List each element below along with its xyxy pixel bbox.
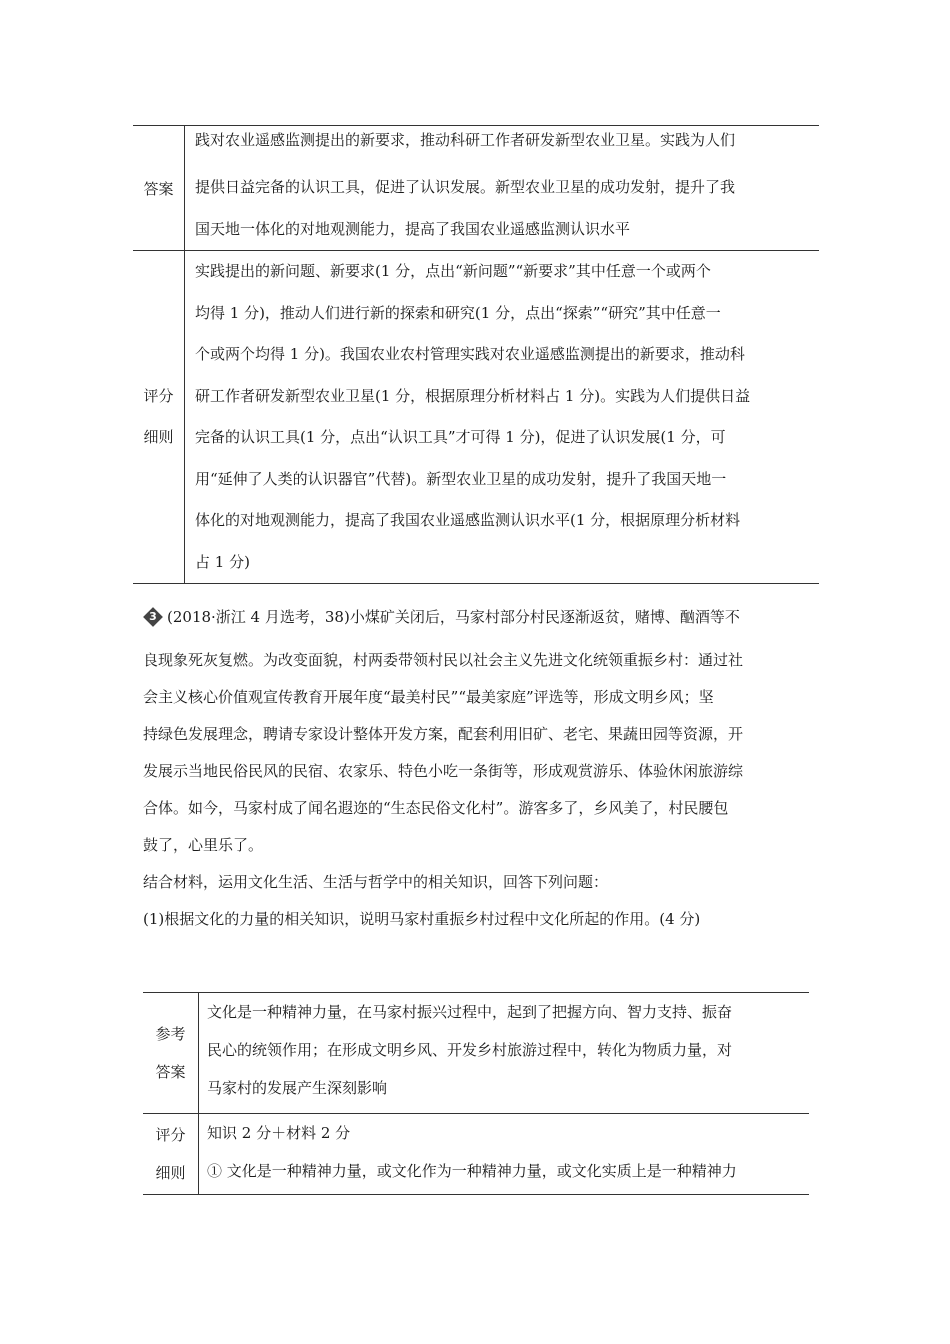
text-line: 良现象死灰复燃。为改变面貌，村两委带领村民以社会主义先进文化统领重振乡村：通过社 <box>143 651 744 669</box>
sub-question-1: (1)根据文化的力量的相关知识，说明马家村重振乡村过程中文化所起的作用。(4 分) <box>143 910 701 928</box>
question-material <box>143 642 813 938</box>
text-line: 鼓了，心里乐了。 <box>143 836 264 854</box>
reference-answer-row <box>143 993 809 1114</box>
scoring-label-line: 评分 <box>155 1126 186 1144</box>
text-line: 用“延伸了人类的认识器官”代替)。新型农业卫星的成功发射，提升了我国天地一 <box>195 469 727 488</box>
text-line: ① 文化是一种精神力量，或文化作为一种精神力量，或文化实质上是一种精神力 <box>207 1162 737 1180</box>
text-line: 知识 2 分＋材料 2 分 <box>207 1124 351 1142</box>
scoring-row <box>133 251 819 584</box>
answer-row <box>133 126 819 251</box>
scoring-label-line: 细则 <box>155 1164 186 1182</box>
answer-table-2 <box>143 992 809 1195</box>
instruction-text: 结合材料，运用文化生活、生活与哲学中的相关知识，回答下列问题： <box>143 873 609 891</box>
text-line: 个或两个均得 1 分)。我国农业农村管理实践对农业遥感监测提出的新要求，推动科 <box>195 345 745 363</box>
text-line: 合体。如今，马家村成了闻名遐迩的“生态民俗文化村”。游客多了，乡风美了，村民腰包 <box>143 799 729 817</box>
answer-label-cell <box>133 126 185 251</box>
text-line: 均得 1 分)，推动人们进行新的探索和研究(1 分，点出“探索”“研究”其中任意一 <box>195 303 721 322</box>
answer-label: 答案 <box>143 179 174 198</box>
text-line: 体化的对地观测能力，提高了我国农业遥感监测认识水平(1 分，根据原理分析材料 <box>195 511 741 529</box>
text-line: 文化是一种精神力量，在马家村振兴过程中，起到了把握方向、智力支持、振奋 <box>207 1003 733 1021</box>
answer-table-1 <box>133 125 819 584</box>
text-line: 国天地一体化的对地观测能力，提高了我国农业遥感监测认识水平 <box>195 219 631 238</box>
question-number: 3 <box>149 609 157 623</box>
text-line: 持绿色发展理念，聘请专家设计整体开发方案，配套利用旧矿、老宅、果蔬田园等资源，开 <box>143 725 744 743</box>
text-line: 马家村的发展产生深刻影响 <box>207 1079 388 1097</box>
text-line: 会主义核心价值观宣传教育开展年度“最美村民”“最美家庭”评选等，形成文明乡风；坚 <box>143 688 714 706</box>
scoring-content <box>185 251 820 584</box>
reference-content <box>199 993 810 1114</box>
question-source-text: (2018·浙江 4 月选考，38)小煤矿关闭后，马家村部分村民逐渐返贫，赌博、酗酒等不 <box>167 608 740 626</box>
scoring-label-line: 评分 <box>143 386 174 405</box>
scoring-label-cell <box>133 251 185 584</box>
text-line: 实践提出的新问题、新要求(1 分，点出“新问题”“新要求”其中任意一个或两个 <box>195 262 711 280</box>
reference-label-line: 参考 <box>155 1025 186 1043</box>
scoring-label-line: 细则 <box>143 428 174 446</box>
scoring-label-cell-2 <box>143 1114 199 1195</box>
text-line: 占 1 分) <box>195 552 250 571</box>
text-line: 完备的认识工具(1 分，点出“认识工具”才可得 1 分)，促进了认识发展(1 分，可 <box>195 428 726 446</box>
text-line: 提供日益完备的认识工具，促进了认识发展。新型农业卫星的成功发射，提升了我 <box>195 178 736 196</box>
scoring-content-2 <box>199 1114 810 1195</box>
text-line: 研工作者研发新型农业卫星(1 分，根据原理分析材料占 1 分)。实践为人们提供日益 <box>195 386 751 405</box>
question-number-badge <box>143 607 163 627</box>
text-line: 践对农业遥感监测提出的新要求，推动科研工作者研发新型农业卫星。实践为人们 <box>195 131 736 149</box>
scoring-row-2 <box>143 1114 809 1195</box>
text-line: 发展示当地民俗民风的民宿、农家乐、特色小吃一条街等，形成观赏游乐、体验休闲旅游综 <box>143 762 744 780</box>
question-header <box>143 606 740 627</box>
answer-content <box>185 126 820 251</box>
reference-label-cell <box>143 993 199 1114</box>
reference-label-line: 答案 <box>155 1063 186 1081</box>
text-line: 民心的统领作用；在形成文明乡风、开发乡村旅游过程中，转化为物质力量，对 <box>207 1041 733 1059</box>
